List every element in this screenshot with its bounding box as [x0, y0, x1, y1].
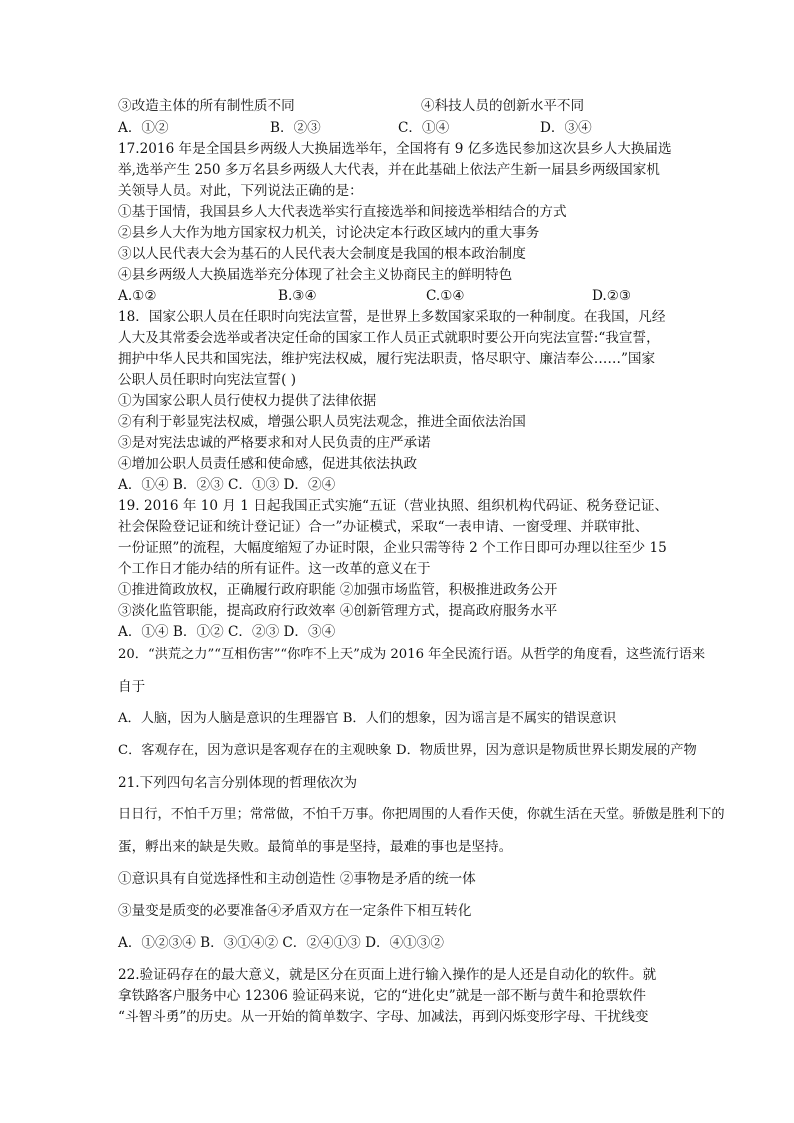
- q16-choice-b: B．②③: [270, 120, 321, 136]
- q17-option: ③以人民代表大会为基石的人民代表大会制度是我国的根本政治制度: [118, 246, 526, 262]
- q17-stem-line: 关领导人员。对此，下列说法正确的是：: [118, 183, 363, 199]
- q20-stem-line: 自于: [118, 679, 146, 695]
- q18-stem-line: 拥护中华人民共和国宪法，维护宪法权威，履行宪法职责，恪尽职守、廉洁奉公……”国家: [118, 351, 656, 367]
- q16-option-3: ③改造主体的所有制性质不同: [118, 98, 295, 114]
- q16-choice-d: D．③④: [540, 120, 592, 136]
- q20-stem-line: 20．“洪荒之力”“互相伤害”“你咋不上天”成为 2016 年全民流行语。从哲学的角度看，这些流行语来: [118, 647, 706, 662]
- q21-stem-line: 21.下列四句名言分别体现的哲理依次为: [118, 775, 358, 791]
- q18-stem-line: 18．国家公职人员在任职时向宪法宣誓，是世界上多数国家采取的一种制度。在我国，凡经: [118, 309, 666, 325]
- q19-choices: A．①④ B．①② C．②③ D．③④: [118, 624, 336, 640]
- q19-stem-line: 19. 2016 年 10 月 1 日起我国正式实施“五证（营业执照、组织机构代码证、税务登记证、: [118, 498, 669, 514]
- q19-option: ③淡化监管职能，提高政府行政效率 ④创新管理方式，提高政府服务水平: [118, 603, 558, 619]
- q18-option: ②有利于彰显宪法权威，增强公职人员宪法观念，推进全面依法治国: [118, 414, 526, 430]
- q17-choice-d: D.②③: [592, 288, 632, 304]
- q21-stem-line: 蛋，孵出来的缺是失败。最简单的事是坚持，最难的事也是坚持。: [118, 839, 513, 855]
- q19-option: ①推进简政放权，正确履行政府职能 ②加强市场监管，积极推进政务公开: [118, 582, 558, 598]
- q20-option: A．人脑，因为人脑是意识的生理器官 B．人们的想象，因为谣言是不属实的错误意识: [118, 711, 617, 726]
- q17-option: ①基于国情，我国县乡人大代表选举实行直接选举和间接选举相结合的方式: [118, 204, 567, 220]
- q17-choice-a: A.①②: [118, 288, 157, 304]
- q22-stem-line: “斗智斗勇”的历史。从一开始的简单数字、字母、加减法，再到闪烁变形字母、干扰线变: [118, 1009, 649, 1025]
- q20-option: C．客观存在，因为意识是客观存在的主观映象 D．物质世界，因为意识是物质世界长期发展的产物: [118, 743, 697, 758]
- q21-option: ①意识具有自觉选择性和主动创造性 ②事物是矛盾的统一体: [118, 871, 476, 887]
- q21-stem-line: 日日行，不怕千万里；常常做，不怕千万事。你把周围的人看作天使，你就生活在天堂。骄傲是胜利下的: [118, 807, 725, 822]
- q17-choice-c: C.①④: [426, 288, 465, 304]
- q18-stem-line: 公职人员任职时向宪法宣誓( ): [118, 372, 297, 388]
- q19-stem-line: 社会保险登记证和统计登记证）合一”办证模式，采取“一表申请、一窗受理、并联审批、: [118, 519, 649, 535]
- q17-choice-b: B.③④: [278, 288, 317, 304]
- q22-stem-line: 拿铁路客户服务中心 12306 验证码来说，它的“进化史”就是一部不断与黄牛和抢票软件: [118, 988, 646, 1004]
- q18-option: ④增加公职人员责任感和使命感，促进其依法执政: [118, 456, 418, 472]
- q18-choices: A．①④ B．②③ C．①③ D．②④: [118, 477, 336, 493]
- q18-option: ①为国家公职人员行使权力提供了法律依据: [118, 393, 377, 409]
- q16-choice-a: A．①②: [118, 120, 169, 136]
- q22-stem-line: 22.验证码存在的最大意义，就是区分在页面上进行输入操作的是人还是自动化的软件。就: [118, 967, 657, 983]
- q21-choices: A．①②③④ B．③①④② C．②④①③ D．④①③②: [118, 935, 444, 951]
- q19-stem-line: 一份证照”的流程，大幅度缩短了办证时限，企业只需等待 2 个工作日即可办理以往至少 15: [118, 540, 667, 556]
- q17-option: ②县乡人大作为地方国家权力机关，讨论决定本行政区域内的重大事务: [118, 225, 540, 241]
- q19-stem-line: 个工作日才能办结的所有证件。这一改革的意义在于: [118, 561, 431, 577]
- q16-choice-c: C．①④: [398, 120, 450, 136]
- q17-stem-line: 17.2016 年是全国县乡两级人大换届选举年，全国将有 9 亿多选民参加这次县乡人大换届选: [118, 141, 672, 157]
- q16-option-4: ④科技人员的创新水平不同: [421, 98, 585, 114]
- q18-option: ③是对宪法忠诚的严格要求和对人民负责的庄严承诺: [118, 435, 431, 451]
- q18-stem-line: 人大及其常委会选举或者决定任命的国家工作人员正式就职时要公开向宪法宣誓:“我宣誓，: [118, 330, 660, 346]
- q17-stem-line: 举,选举产生 250 多万名县乡两级人大代表，并在此基础上依法产生新一届县乡两级国家机: [118, 162, 660, 178]
- q17-option: ④县乡两级人大换届选举充分体现了社会主义协商民主的鲜明特色: [118, 267, 513, 283]
- q21-option: ③量变是质变的必要准备④矛盾双方在一定条件下相互转化: [118, 903, 472, 919]
